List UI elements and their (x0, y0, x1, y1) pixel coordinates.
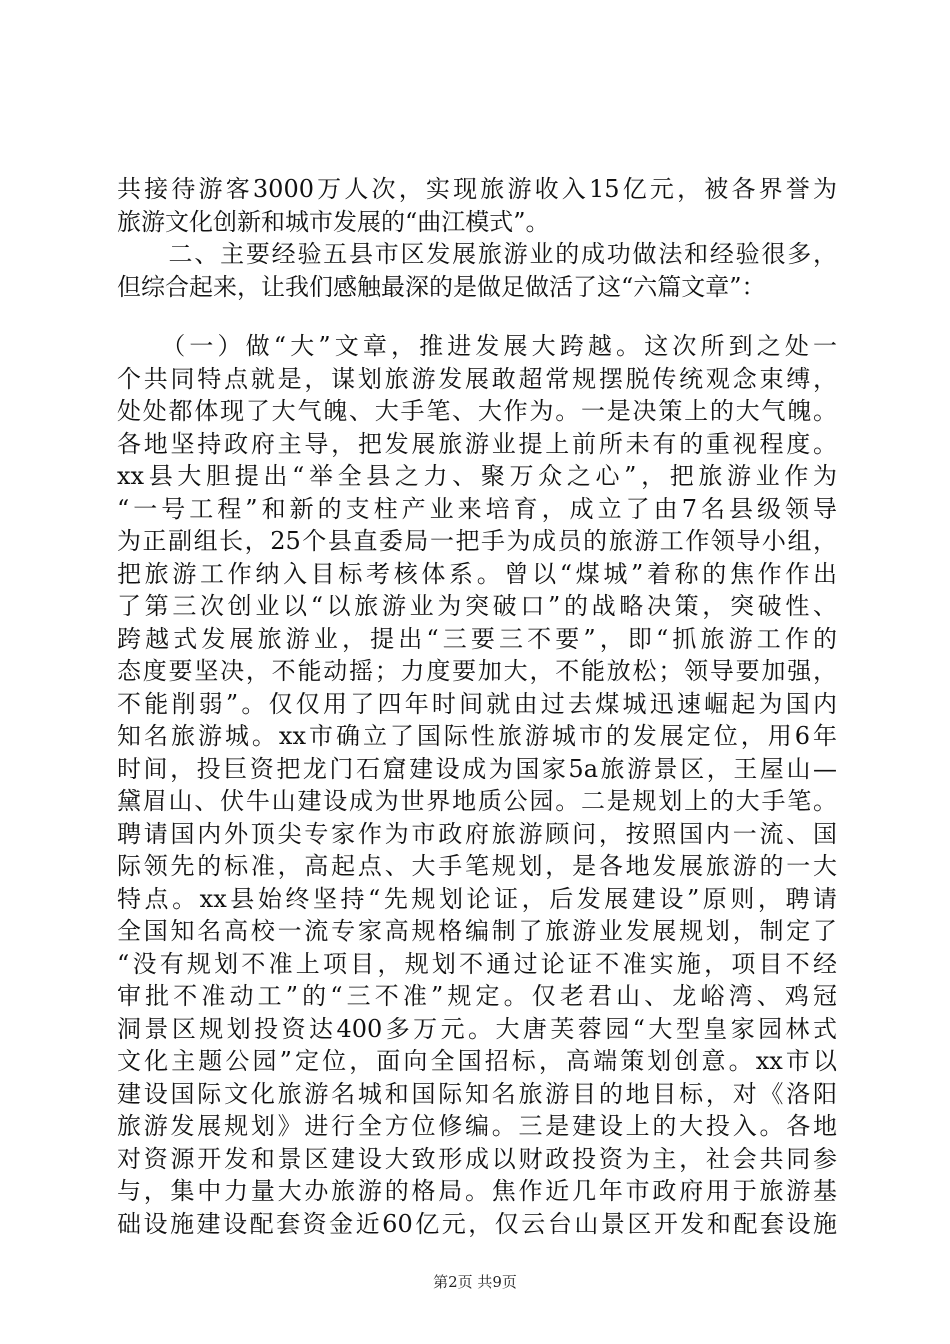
text-line: “一号工程”和新的支柱产业来培育，成立了由7名县级领导 (117, 494, 837, 523)
text-line: 础设施建设配套资金近60亿元，仅云台山景区开发和配套设施 (117, 1209, 837, 1238)
text-line: 全国知名高校一流专家高规格编制了旅游业发展规划，制定了 (117, 917, 837, 945)
text-line: 旅游发展规划》进行全方位修编。三是建设上的大投入。各地 (117, 1112, 837, 1140)
text-line: 处处都体现了大气魄、大手笔、大作为。一是决策上的大气魄。 (117, 397, 837, 425)
text-line: 但综合起来，让我们感触最深的是做足做活了这“六篇文章”： (117, 272, 766, 301)
text-line: 二、主要经验五县市区发展旅游业的成功做法和经验很多， (117, 240, 837, 268)
text-line: “没有规划不准上项目，规划不通过论证不准实施，项目不经 (117, 949, 837, 978)
text-line: 跨越式发展旅游业，提出“三要三不要”，即“抓旅游工作的 (117, 624, 837, 653)
text-line: xx县大胆提出“举全县之力、聚万众之心”，把旅游业作为 (117, 462, 837, 490)
text-line: 不能削弱”。仅仅用了四年时间就由过去煤城迅速崛起为国内 (117, 689, 837, 718)
text-line: 各地坚持政府主导，把发展旅游业提上前所未有的重视程度。 (117, 429, 837, 458)
text-line: 为正副组长，25个县直委局一把手为成员的旅游工作领导小组， (117, 527, 837, 555)
text-line: 旅游文化创新和城市发展的“曲江模式”。 (117, 207, 550, 236)
text-line: 审批不准动工”的“三不准”规定。仅老君山、龙峪湾、鸡冠 (117, 982, 837, 1010)
text-line: 洞景区规划投资达400多万元。大唐芙蓉园“大型皇家园林式 (117, 1014, 837, 1043)
text-line: 聘请国内外顶尖专家作为市政府旅游顾问，按照国内一流、国 (117, 819, 837, 848)
text-line: 际领先的标准，高起点、大手笔规划，是各地发展旅游的一大 (117, 852, 837, 880)
text-line: 把旅游工作纳入目标考核体系。曾以“煤城”着称的焦作作出 (117, 559, 837, 588)
text-line: 建设国际文化旅游名城和国际知名旅游目的地目标，对《洛阳 (117, 1079, 837, 1108)
text-line: 时间，投巨资把龙门石窟建设成为国家5a旅游景区，王屋山— (117, 754, 837, 783)
text-line: 与，集中力量大办旅游的格局。焦作近几年市政府用于旅游基 (117, 1177, 837, 1205)
page-footer: 第2页 共9页 (433, 1273, 517, 1291)
text-line: 对资源开发和景区建设大致形成以财政投资为主，社会共同参 (117, 1144, 837, 1173)
text-line: 态度要坚决，不能动摇；力度要加大，不能放松；领导要加强， (117, 657, 837, 685)
text-line: 特点。xx县始终坚持“先规划论证，后发展建设”原则，聘请 (117, 884, 837, 913)
text-line: 共接待游客3000万人次，实现旅游收入15亿元，被各界誉为 (117, 175, 837, 203)
text-line: 了第三次创业以“以旅游业为突破口”的战略决策，突破性、 (117, 592, 837, 620)
text-line: 黛眉山、伏牛山建设成为世界地质公园。二是规划上的大手笔。 (117, 787, 837, 815)
text-block-section-1 (117, 330, 837, 1240)
text-line: 文化主题公园”定位，面向全国招标，高端策划创意。xx市以 (117, 1047, 837, 1075)
text-line: 知名旅游城。xx市确立了国际性旅游城市的发展定位，用6年 (117, 722, 837, 750)
text-line: 个共同特点就是，谋划旅游发展敢超常规摆脱传统观念束缚， (117, 364, 837, 393)
text-line: （一）做“大”文章，推进发展大跨越。这次所到之处一 (117, 332, 837, 360)
text-block-intro (117, 173, 837, 303)
